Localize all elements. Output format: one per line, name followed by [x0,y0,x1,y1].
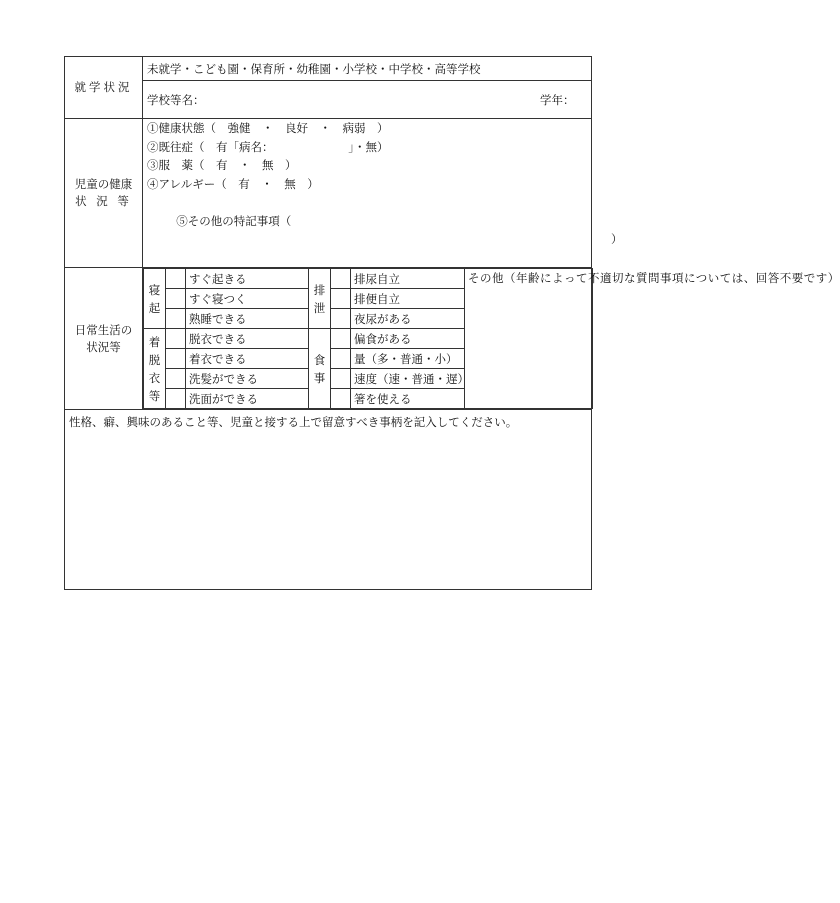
check-box[interactable] [331,289,351,309]
item-urination-independent: 排尿自立 [351,269,465,289]
daily-label-line2: 状況等 [86,339,121,354]
item-dress: 着衣できる [186,349,309,369]
other-notes-close: ） [611,232,623,246]
check-box[interactable] [331,329,351,349]
health-condition[interactable]: ①健康状態（ 強健 ・ 良好 ・ 病弱 ） [147,121,389,135]
check-box[interactable] [166,309,186,329]
health-status-label [65,119,143,268]
check-box[interactable] [331,309,351,329]
health-label-line2: 状 況 等 [75,194,132,208]
remarks-field[interactable] [65,410,592,590]
item-wake-quickly: すぐ起きる [186,269,309,289]
meal-group-label: 食 事 [309,329,331,409]
grade-label: 学年： [540,92,575,107]
item-bedwetting: 夜尿がある [351,309,465,329]
item-fall-asleep-quickly: すぐ寝つく [186,289,309,309]
allergy[interactable]: ④アレルギー（ 有 ・ 無 ） [147,176,319,191]
medical-history[interactable]: ②既往症（ 有「病名： 」・無） [147,139,389,154]
item-chopsticks: 箸を使える [351,389,465,409]
school-type-options[interactable]: 未就学・こども園・保育所・幼稚園・小学校・中学校・高等学校 [143,57,592,81]
form-page [64,56,840,590]
check-box[interactable] [166,349,186,369]
item-bowel-independent: 排便自立 [351,289,465,309]
daily-life-label [65,268,143,410]
check-box[interactable] [166,329,186,349]
school-name-label: 学校等名： [147,92,205,107]
daily-life-checklist [143,268,840,409]
check-box[interactable] [331,349,351,369]
item-amount: 量（多・普通・小） [351,349,465,369]
daily-life-grid [143,268,840,410]
health-label-line1: 児童の健康 [74,177,133,192]
excretion-group-label: 排 泄 [309,269,331,329]
sleep-group-label: 寝 起 [144,269,166,329]
check-box[interactable] [166,389,186,409]
other-note: その他（年齢によって不適切な質問事項については、回答不要です） [465,269,593,409]
item-picky-eating: 偏食がある [351,329,465,349]
child-info-form [64,56,840,590]
item-sleep-soundly: 熟睡できる [186,309,309,329]
other-notes-label: ⑤その他の特記事項（ [176,213,292,228]
health-details[interactable] [143,119,623,268]
check-box[interactable] [166,289,186,309]
school-name-field[interactable] [143,81,592,119]
daily-label-line1: 日常生活の [74,322,133,337]
dressing-group-label: 着 脱 衣 等 [144,329,166,409]
item-speed: 速度（速・普通・遅） [351,369,465,389]
item-wash-face: 洗面ができる [186,389,309,409]
item-wash-hair: 洗髪ができる [186,369,309,389]
medication[interactable]: ③服 薬（ 有 ・ 無 ） [147,158,297,172]
remarks-instruction: 性格、癖、興味のあること等、児童と接する上で留意すべき事柄を記入してください。 [69,415,518,429]
check-box[interactable] [331,389,351,409]
check-box[interactable] [331,369,351,389]
school-status-label: 就学状況 [65,57,143,119]
item-undress: 脱衣できる [186,329,309,349]
check-box[interactable] [166,369,186,389]
check-box[interactable] [166,269,186,289]
other-notes[interactable] [147,193,623,267]
check-box[interactable] [331,269,351,289]
